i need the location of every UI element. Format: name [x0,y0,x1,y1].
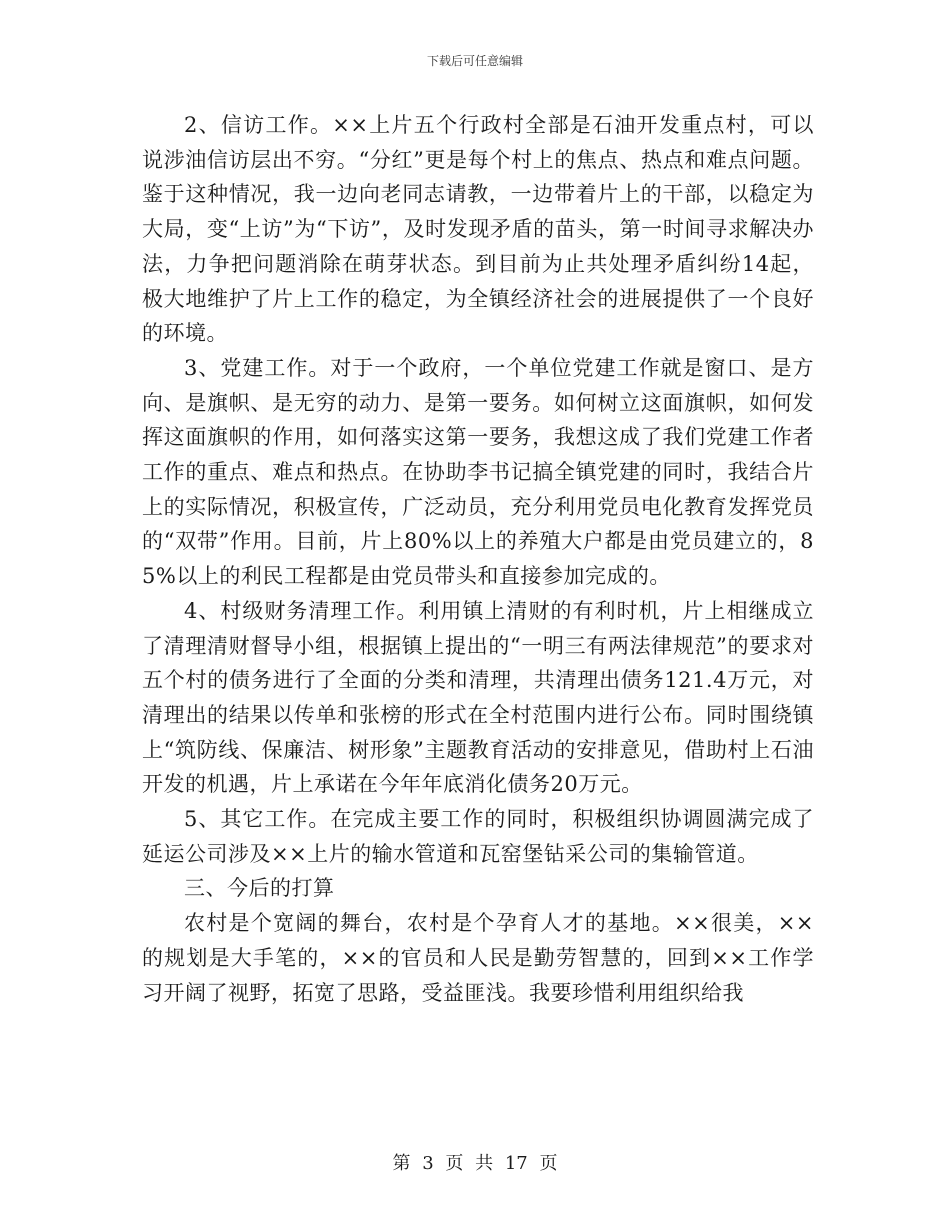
document-body [142,108,814,1010]
paragraph-party-building: 3、党建工作。对于一个政府，一个单位党建工作就是窗口、是方向、是旗帜、是无穷的动力、是第一要务。如何树立这面旗帜，如何发挥这面旗帜的作用，如何落实这第一要务，我想这成了我们党建工作者工作的重点、难点和热点。在协助李书记搞全镇党建的同时，我结合片上的实际情况，积极宣传，广泛动员，充分利用党员电化教育发挥党员的“双带”作用。目前，片上80%以上的养殖大户都是由党员建立的，85%以上的利民工程都是由党员带头和直接参加完成的。 [142,355,814,589]
paragraph-petition-work: 2、信访工作。××上片五个行政村全部是石油开发重点村，可以说涉油信访层出不穷。“分红”更是每个村上的焦点、热点和难点问题。鉴于这种情况，我一边向老同志请教，一边带着片上的干部，以稳定为大局，变“上访”为“下访”，及时发现矛盾的苗头，第一时间寻求解决办法，力争把问题消除在萌芽状态。到目前为止共处理矛盾纠纷14起，极大地维护了片上工作的稳定，为全镇经济社会的进展提供了一个良好的环境。 [142,113,814,346]
paragraph-countryside: 农村是个宽阔的舞台，农村是个孕育人才的基地。××很美，××的规划是大手笔的，××的官员和人民是勤劳智慧的，回到××工作学习开阔了视野，拓宽了思路，受益匪浅。我要珍惜利用组织给我 [142,911,814,1005]
section-heading-future-plans: 三、今后的打算 [184,876,335,901]
paragraph-village-finance: 4、村级财务清理工作。利用镇上清财的有利时机，片上相继成立了清理清财督导小组，根据镇上提出的“一明三有两法律规范”的要求对五个村的债务进行了全面的分类和清理，共清理出债务121.4万元，对清理出的结果以传单和张榜的形式在全村范围内进行公布。同时围绕镇上“筑防线、保廉洁、树形象”主题教育活动的安排意见，借助村上石油开发的机遇，片上承诺在今年年底消化债务20万元。 [142,598,814,797]
paragraph-other-work: 5、其它工作。在完成主要工作的同时，积极组织协调圆满完成了延运公司涉及××上片的输水管道和瓦窑堡钻采公司的集输管道。 [142,807,814,866]
page-number: 第 3 页 共 17 页 [392,1153,558,1174]
page-header: 下载后可任意编辑 [426,54,523,68]
